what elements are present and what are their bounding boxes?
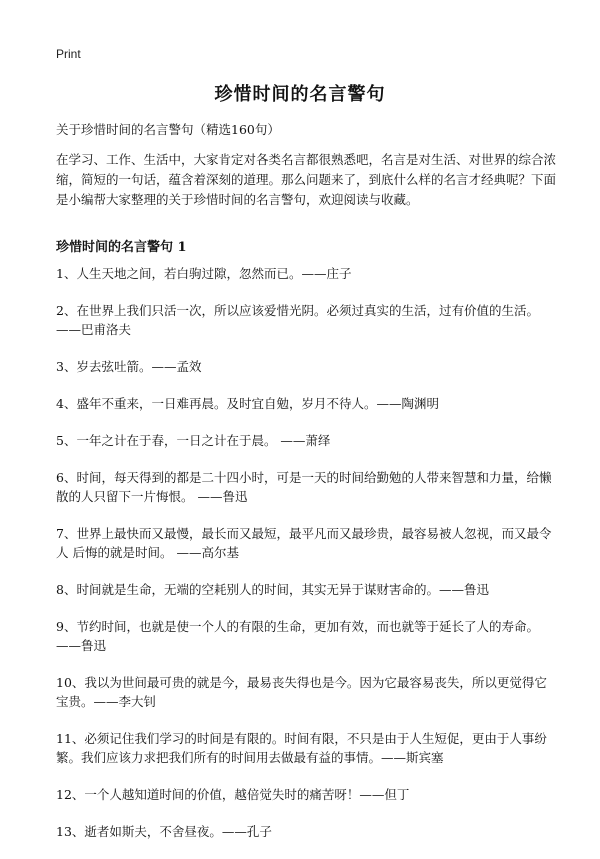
quote-item: 6、时间，每天得到的都是二十四小时，可是一天的时间给勤勉的人带来智慧和力量，给懒 散的人只留下一片悔恨。 ——鲁迅 [56,470,552,504]
quote-item: 10、我以为世间最可贵的就是今，最易丧失得也是今。因为它最容易丧失，所以更觉得它宝贵。——李大钊 [56,675,547,709]
intro-paragraph: 在学习、工作、生活中，大家肯定对各类名言都很熟悉吧，名言是对生活、对世界的综合浓缩，简短的一句话，蕴含着深刻的道理。那么问题来了，到底什么样的名言才经典呢？下面是小编帮大家整理的关于珍惜时间的名言警句，欢迎阅读与收藏。 [56,152,557,207]
quote-item: 12、一个人越知道时间的价值，越倍觉失时的痛苦呀！——但丁 [56,787,410,802]
print-link[interactable]: Print [56,47,81,61]
quote-item: 13、逝者如斯夫，不舍昼夜。——孔子 [56,824,272,839]
quote-item: 1、人生天地之间，若白驹过隙，忽然而已。——庄子 [56,266,352,281]
quote-list [56,264,556,859]
quote-item: 11、必须记住我们学习的时间是有限的。时间有限，不只是由于人生短促，更由于人事纷繁。我们应该力求把我们所有的时间用去做最有益的事情。——斯宾塞 [56,731,547,765]
section-heading: 珍惜时间的名言警句 1 [56,240,187,255]
quote-item: 4、盛年不重来，一日难再晨。及时宜自勉，岁月不待人。——陶渊明 [56,396,439,411]
quote-item: 2、在世界上我们只活一次，所以应该爱惜光阴。必须过真实的生活，过有价值的生活。——巴甫洛夫 [56,303,539,337]
document-subtitle: 关于珍惜时间的名言警句（精选160句） [56,122,280,137]
quote-item: 7、世界上最快而又最慢，最长而又最短，最平凡而又最珍贵，最容易被人忽视，而又最令人 后悔的就是时间。 ——高尔基 [56,526,552,560]
quote-item: 3、岁去弦吐箭。——孟效 [56,359,202,374]
quote-item: 8、时间就是生命，无端的空耗别人的时间，其实无异于谋财害命的。——鲁迅 [56,582,489,597]
page-title: 珍惜时间的名言警句 [214,84,386,105]
quote-item: 9、节约时间，也就是使一个人的有限的生命，更加有效，而也就等于延长了人的寿命。——鲁迅 [56,619,539,653]
quote-item: 5、一年之计在于春，一日之计在于晨。 ——萧绎 [56,433,331,448]
